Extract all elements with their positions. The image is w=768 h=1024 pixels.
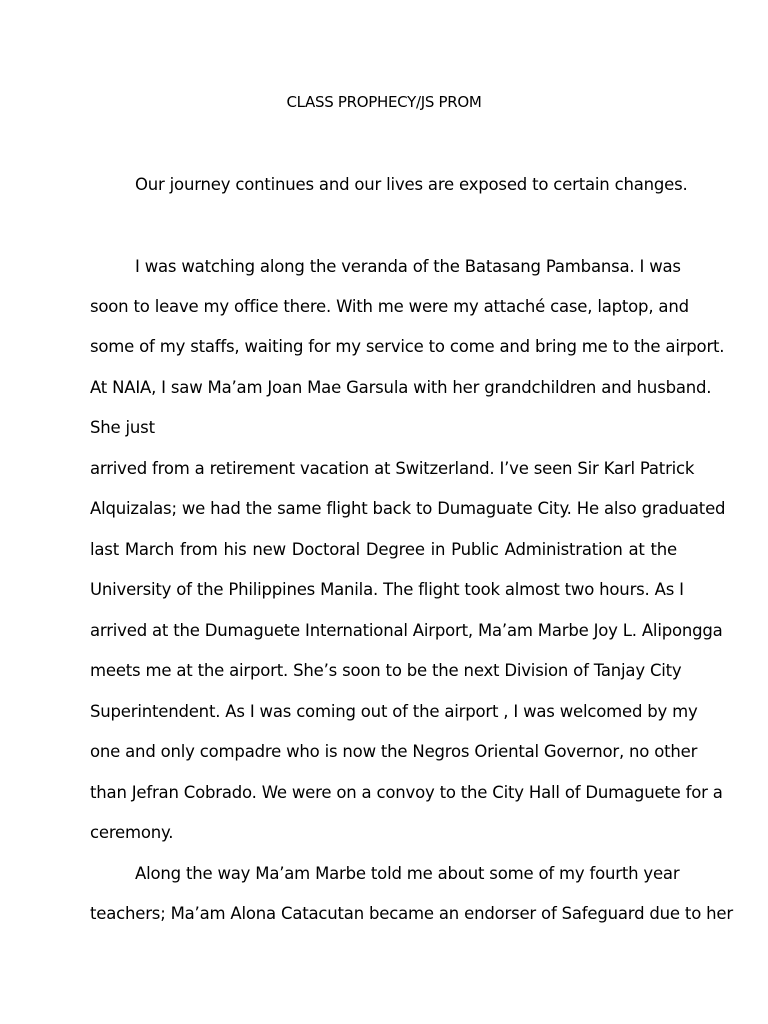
paragraph-line-9: University of the Philippines Manila. The flight took almost two hours. As I [90, 580, 684, 599]
paragraph-line-6: arrived from a retirement vacation at Switzerland. I’ve seen Sir Karl Patrick [90, 459, 695, 478]
paragraph-line-15: ceremony. [90, 823, 174, 842]
paragraph-line-14: than Jefran Cobrado. We were on a convoy to the City Hall of Dumaguete for a [90, 783, 723, 802]
document-title: CLASS PROPHECY/JS PROM [286, 93, 482, 111]
paragraph-line-4: At NAIA, I saw Ma’am Joan Mae Garsula with her grandchildren and husband. [90, 378, 712, 397]
paragraph-line-5: She just [90, 418, 155, 437]
paragraph-line-1: I was watching along the veranda of the Batasang Pambansa. I was [135, 257, 681, 276]
paragraph-line-10: arrived at the Dumaguete International Airport, Ma’am Marbe Joy L. Alipongga [90, 621, 723, 640]
paragraph-line-2: soon to leave my office there. With me were my attaché case, laptop, and [90, 297, 689, 316]
paragraph-line-17: teachers; Ma’am Alona Catacutan became an endorser of Safeguard due to her [90, 904, 733, 923]
paragraph-line-7: Alquizalas; we had the same flight back to Dumaguate City. He also graduated [90, 499, 726, 518]
paragraph-line-3: some of my staffs, waiting for my service to come and bring me to the airport. [90, 337, 725, 356]
paragraph-line-12: Superintendent. As I was coming out of the airport , I was welcomed by my [90, 702, 698, 721]
intro-line: Our journey continues and our lives are exposed to certain changes. [135, 175, 688, 194]
paragraph-line-16: Along the way Ma’am Marbe told me about some of my fourth year [135, 864, 680, 883]
paragraph-line-8: last March from his new Doctoral Degree in Public Administration at the [90, 540, 677, 559]
paragraph-line-11: meets me at the airport. She’s soon to be the next Division of Tanjay City [90, 661, 682, 680]
paragraph-line-13: one and only compadre who is now the Negros Oriental Governor, no other [90, 742, 698, 761]
